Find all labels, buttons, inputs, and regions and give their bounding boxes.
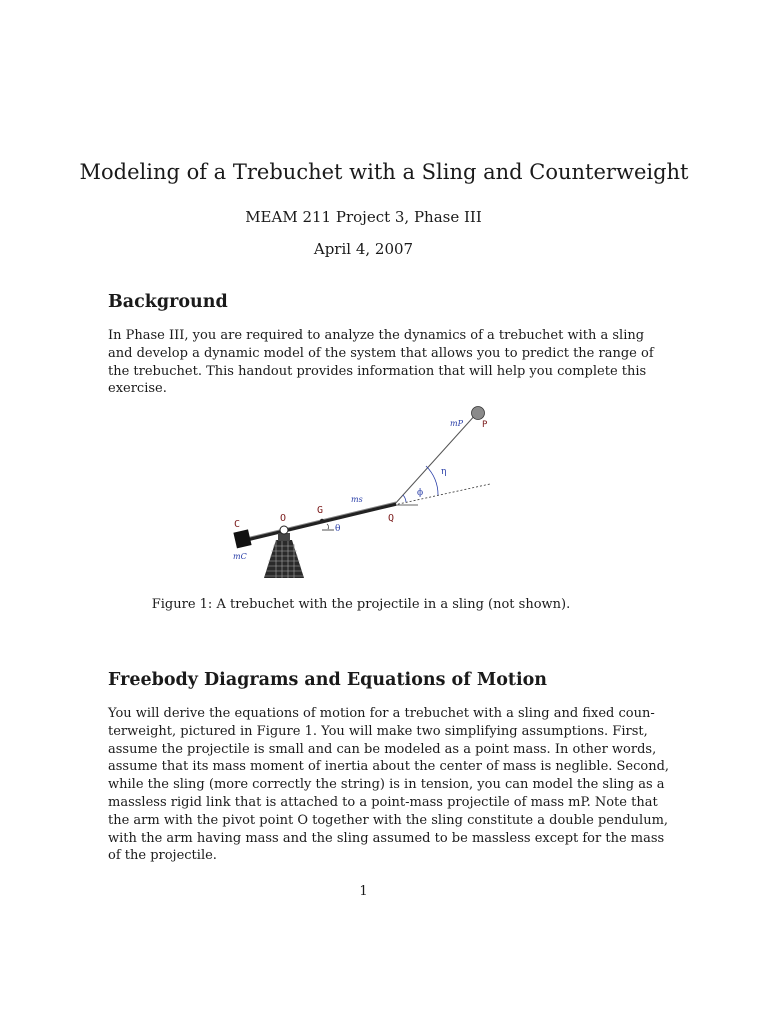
text-line: You will derive the equations of motion for a trebuchet with a sling and fixed coun- [108,706,655,721]
theta-arc [327,524,328,529]
eta-arc [426,466,438,495]
label-mp: mP [450,419,463,428]
text-line: with the arm having mass and the sling assumed to be massless except for the mass [108,830,665,846]
freebody-paragraph [108,705,670,865]
text-line: while the sling (more correctly the string) is in tension, you can model the sling as a [108,777,665,793]
text-line: massless rigid link that is attached to a point-mass projectile of mass mP. Note that [108,794,658,810]
trebuchet-base [264,533,304,578]
page-number: 1 [359,884,368,899]
reference-dotted-line [394,484,490,505]
figure-caption: Figure 1: A trebuchet with the projectile in a sling (not shown). [151,597,571,612]
label-g: G [317,505,324,516]
text-line: the arm with the pivot point O together with the sling constitute a double pendulum, [108,812,669,828]
text-line: terweight, pictured in Figure 1. You will make two simplifying assumptions. First, [108,723,648,739]
section-heading-background: Background [108,292,228,312]
course-subtitle: MEAM 211 Project 3, Phase III [245,208,482,226]
label-q: Q [388,513,395,524]
trebuchet-figure [220,400,520,590]
label-eta: η [441,467,447,477]
text-line: of the projectile. [108,848,217,864]
label-mc: mC [233,552,247,561]
label-phi: ϕ [417,488,424,498]
text-line: assume that its mass moment of inertia about the center of mass is neglible. Second, [108,759,670,775]
text-line: In Phase III, you are required to analyze the dynamics of a trebuchet with a sling [108,328,645,343]
counterweight-block [233,529,251,548]
label-ms: ms [351,495,363,504]
projectile-ball [472,407,485,420]
label-c: C [234,519,241,530]
document-date: April 4, 2007 [313,240,414,258]
document-title: Modeling of a Trebuchet with a Sling and Counterweight [79,160,689,184]
text-line: and develop a dynamic model of the system that allows you to predict the range of [108,345,654,361]
background-paragraph [108,327,654,398]
label-o: O [280,513,287,524]
phi-arc [403,495,406,502]
text-line: exercise. [108,381,167,397]
center-of-mass-g [320,519,324,523]
pivot-point-o [280,526,288,534]
sling-line [394,413,477,505]
label-p: P [482,420,488,430]
text-line: assume the projectile is small and can be modeled as a point mass. In other words, [108,741,657,757]
section-heading-freebody: Freebody Diagrams and Equations of Motion [108,670,547,690]
text-line: the trebuchet. This handout provides information that will help you complete this [108,363,647,379]
label-theta: θ [335,524,341,534]
